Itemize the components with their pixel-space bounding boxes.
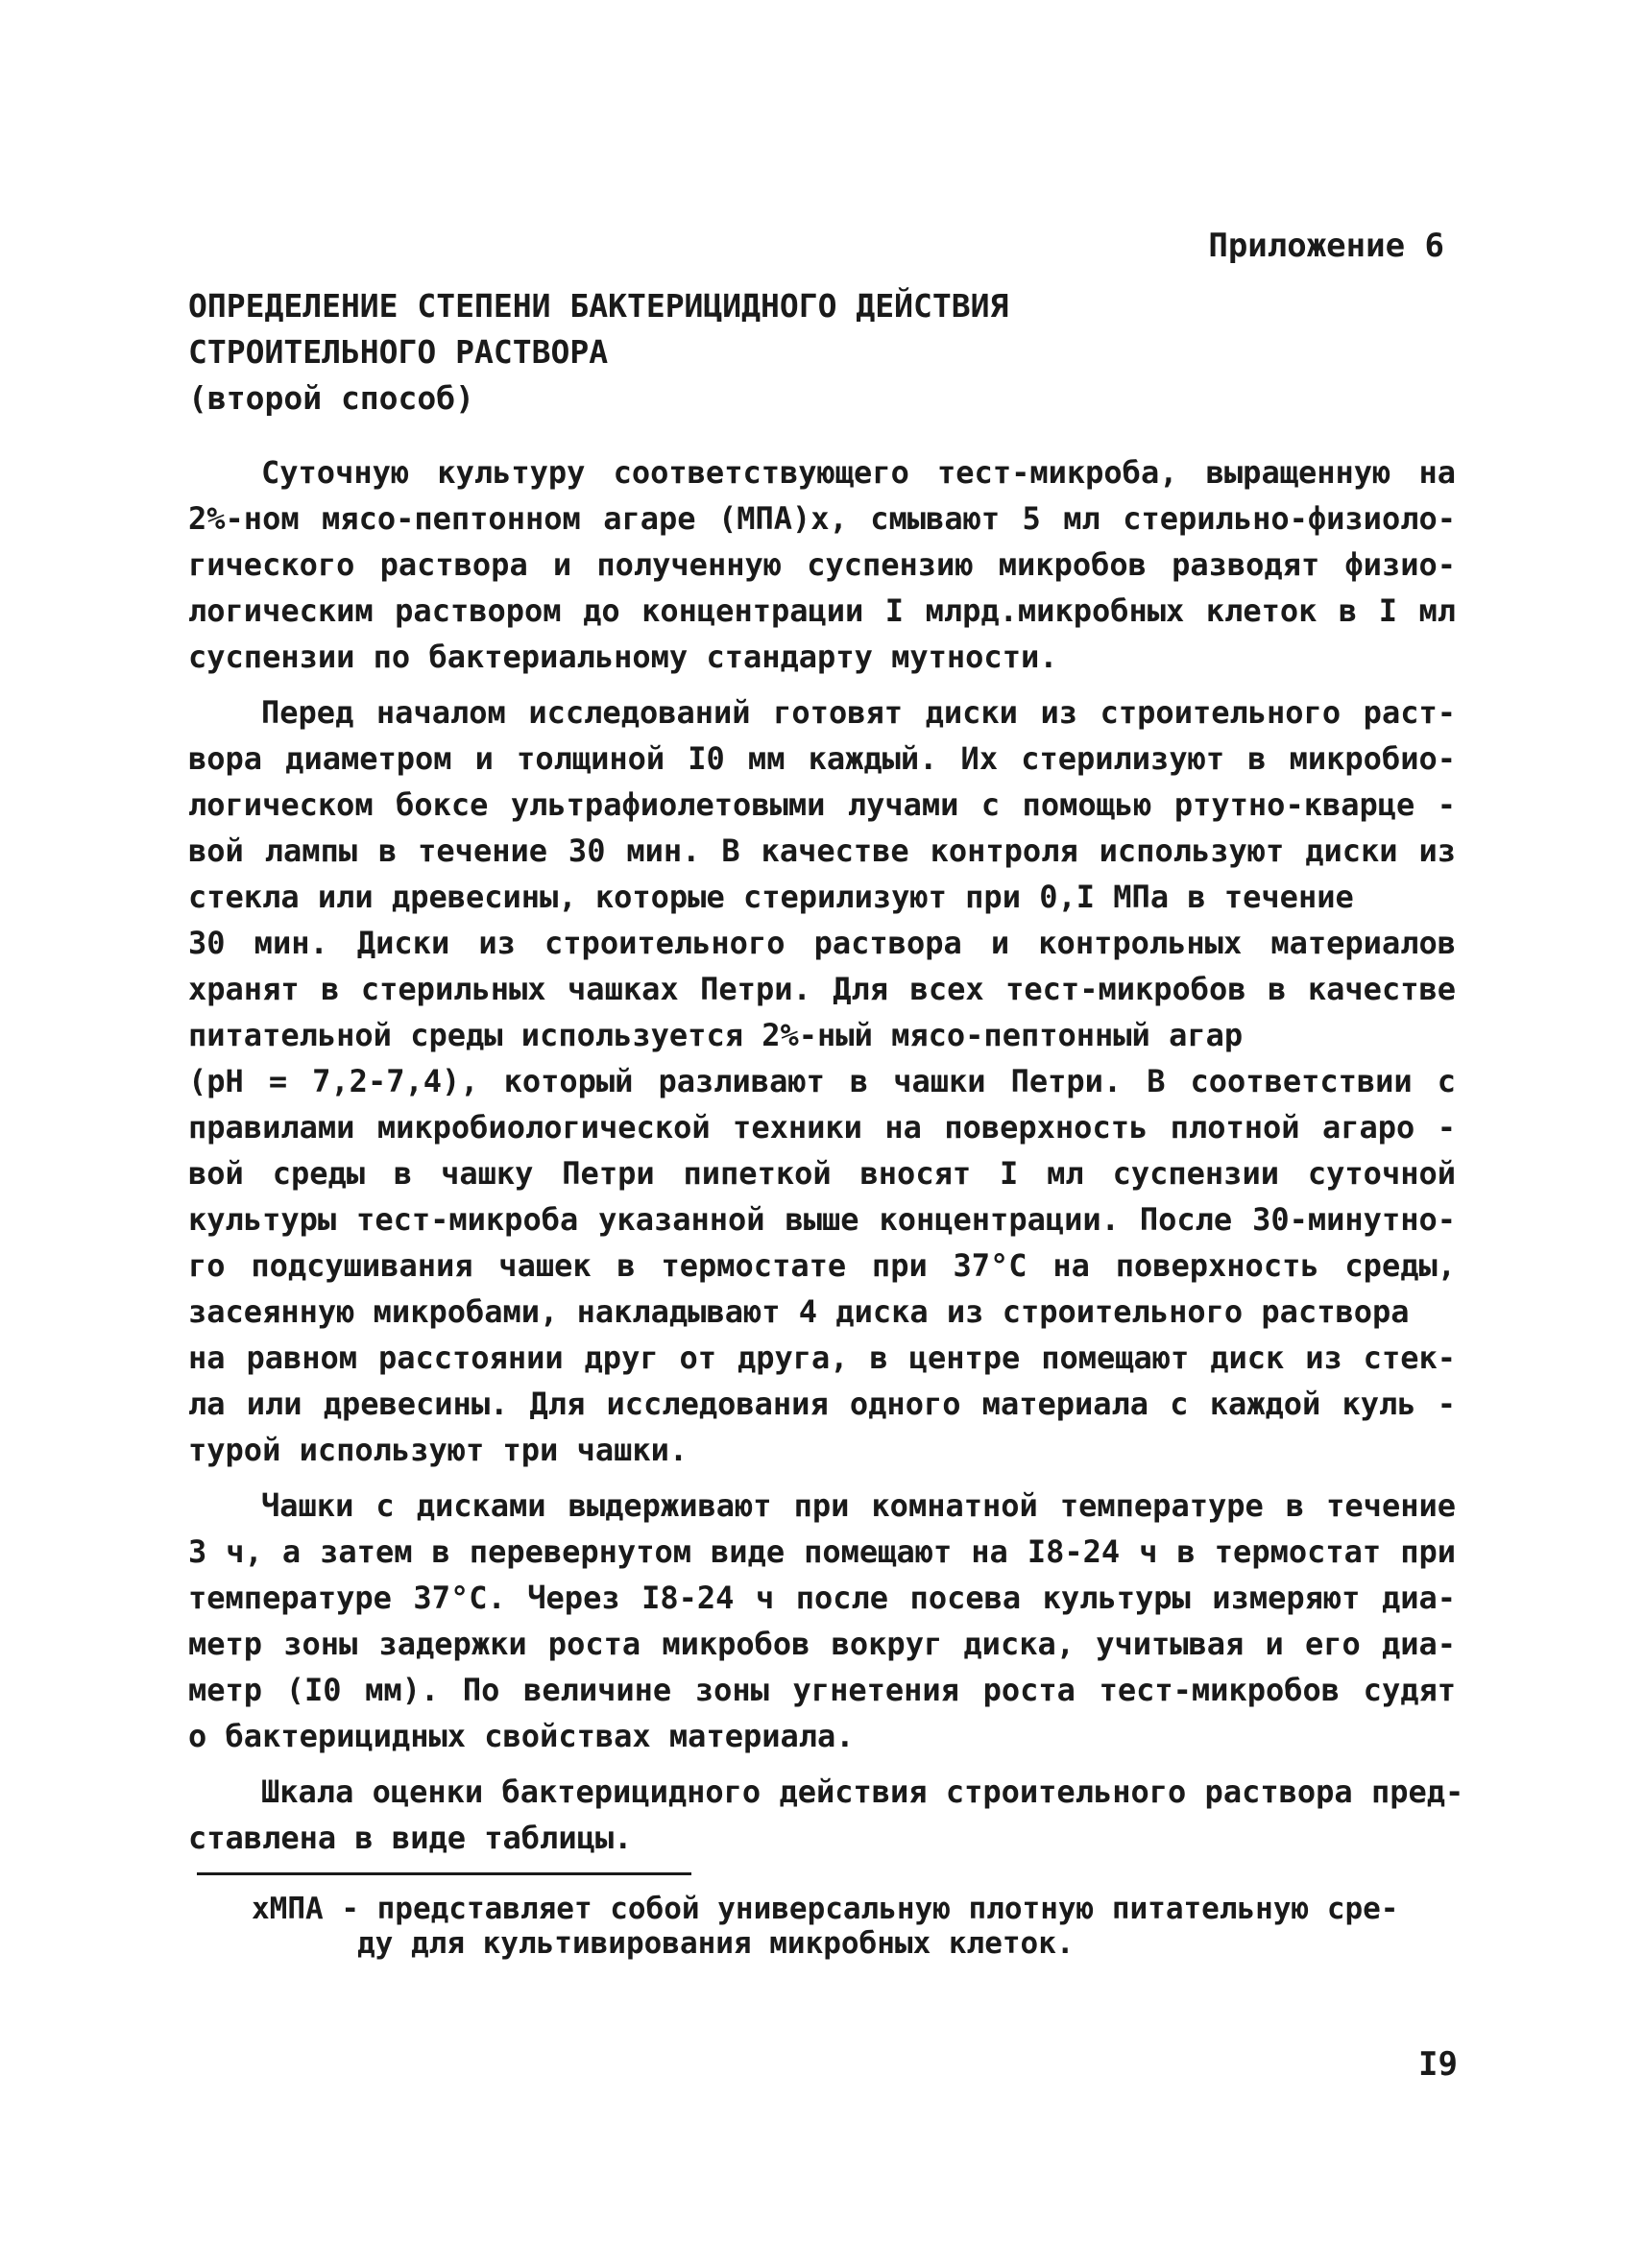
page-number: I9 xyxy=(1418,2045,1458,2084)
text-line: 30 мин. Диски из строительного раствора и контрольных материалов xyxy=(188,925,1456,961)
text-line: метр зоны задержки роста микробов вокруг диска, учитывая и его диа- xyxy=(188,1626,1456,1662)
text-line: 2%-ном мясо-пептонном агаре (МПА)х, смывают 5 мл стерильно-физиоло- xyxy=(188,500,1456,537)
text-line: Шкала оценки бактерицидного действия строительного раствора пред- xyxy=(261,1773,1464,1810)
text-line: метр (I0 мм). По величине зоны угнетения роста тест-микробов судят xyxy=(188,1672,1456,1708)
document-title xyxy=(188,283,1456,422)
text-line: суспензии по бактериальному стандарту мутности. xyxy=(188,639,1058,675)
text-line: ставлена в виде таблицы. xyxy=(188,1820,633,1856)
title-line: ОПРЕДЕЛЕНИЕ СТЕПЕНИ БАКТЕРИЦИДНОГО ДЕЙСТВИЯ xyxy=(188,287,1009,325)
text-line: хранят в стерильных чашках Петри. Для всех тест-микробов в качестве xyxy=(188,971,1456,1007)
text-line: вой лампы в течение 30 мин. В качестве контроля используют диски из xyxy=(188,832,1456,869)
text-line: го подсушивания чашек в термостате при 37°С на поверхность среды, xyxy=(188,1247,1456,1284)
footnote-line: ду для культивирования микробных клеток. xyxy=(357,1926,1075,1961)
text-line: гического раствора и полученную суспензию микробов разводят физио- xyxy=(188,546,1456,583)
text-line: стекла или древесины, которые стерилизуют при 0,I МПа в течение xyxy=(188,879,1354,915)
paragraph-1 xyxy=(188,449,1456,680)
paragraph-4 xyxy=(188,1769,1464,1861)
appendix-label: Приложение 6 xyxy=(1208,227,1444,265)
text-line: Перед началом исследований готовят диски из строительного раст- xyxy=(261,694,1456,731)
text-line: питательной среды используется 2%-ный мясо-пептонный агар xyxy=(188,1017,1244,1053)
body-text xyxy=(188,449,1464,1870)
paragraph-3 xyxy=(188,1483,1456,1759)
text-line: вора диаметром и толщиной I0 мм каждый. Их стерилизуют в микробио- xyxy=(188,740,1456,777)
text-line: Суточную культуру соответствующего тест-микроба, выращенную на xyxy=(261,454,1456,491)
text-line: (pH = 7,2-7,4), который разливают в чашки Петри. В соответствии с xyxy=(188,1063,1456,1099)
text-line: логическим раствором до концентрации I млрд.микробных клеток в I мл xyxy=(188,592,1456,629)
text-line: 3 ч, а затем в перевернутом виде помещают на I8-24 ч в термостат при xyxy=(188,1533,1456,1570)
text-line: вой среды в чашку Петри пипеткой вносят I мл суспензии суточной xyxy=(188,1155,1456,1192)
text-line: правилами микробиологической техники на поверхность плотной агаро - xyxy=(188,1109,1456,1146)
footnote-divider xyxy=(197,1872,691,1875)
text-line: о бактерицидных свойствах материала. xyxy=(188,1718,855,1754)
text-line: на равном расстоянии друг от друга, в центре помещают диск из стек- xyxy=(188,1339,1456,1376)
title-line: СТРОИТЕЛЬНОГО РАСТВОРА xyxy=(188,333,609,371)
text-line: логическом боксе ультрафиолетовыми лучами с помощью ртутно-кварце - xyxy=(188,786,1456,823)
text-line: температуре 37°С. Через I8-24 ч после посева культуры измеряют диа- xyxy=(188,1580,1456,1616)
paragraph-2 xyxy=(188,689,1456,1473)
text-line: ла или древесины. Для исследования одного материала с каждой куль - xyxy=(188,1386,1456,1422)
text-line: засеянную микробами, накладывают 4 диска из строительного раствора xyxy=(188,1293,1410,1330)
document-subtitle: (второй способ) xyxy=(188,379,475,417)
text-line: Чашки с дисками выдерживают при комнатной температуре в течение xyxy=(261,1487,1456,1524)
footnote-line: хМПА - представляет собой универсальную плотную питательную сре- xyxy=(252,1892,1399,1926)
text-line: турой используют три чашки. xyxy=(188,1432,689,1468)
text-line: культуры тест-микроба указанной выше концентрации. После 30-минутно- xyxy=(188,1201,1456,1238)
footnote xyxy=(252,1892,1450,1961)
